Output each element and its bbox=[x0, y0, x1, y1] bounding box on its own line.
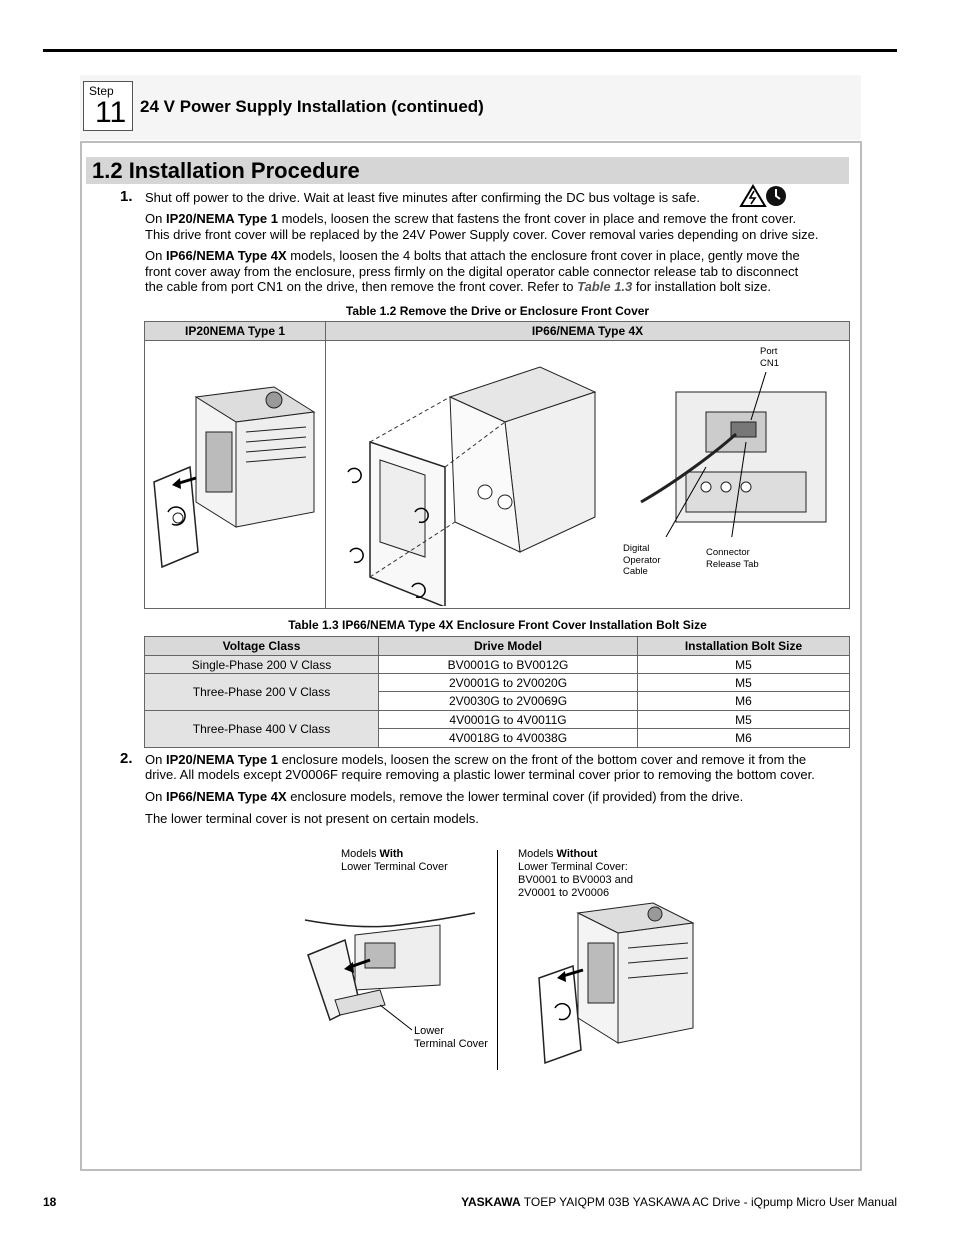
electrical-hazard-icon bbox=[741, 186, 765, 206]
rotate-icon bbox=[350, 548, 363, 562]
table-1-2-header-ip20: IP20NEMA Type 1 bbox=[145, 322, 326, 341]
text-run-bold: IP20/NEMA Type 1 bbox=[165, 211, 278, 226]
text-run-bold: IP66/NEMA Type 4X bbox=[165, 248, 287, 263]
table-1-3 bbox=[144, 636, 850, 748]
text-run-bold: Without bbox=[556, 848, 598, 860]
text-run-bold: IP20/NEMA Type 1 bbox=[165, 752, 278, 767]
table-cell-voltage: Single-Phase 200 V Class bbox=[145, 656, 379, 674]
text-run-bold: IP66/NEMA Type 4X bbox=[165, 789, 287, 804]
with-cover-label bbox=[341, 848, 448, 874]
time-icon bbox=[766, 186, 786, 206]
callout-line: CN1 bbox=[760, 357, 780, 369]
table-cell-voltage: Three-Phase 200 V Class bbox=[145, 674, 379, 711]
text-run: models, loosen the screw that fastens the front cover in place and remove the front cover. bbox=[277, 211, 797, 226]
step-badge bbox=[83, 81, 133, 131]
footer-doc-title bbox=[461, 1195, 897, 1209]
table-cell-bolt: M6 bbox=[638, 729, 850, 748]
table-1-2-header-ip66: IP66/NEMA Type 4X bbox=[326, 322, 850, 341]
item1-ip66-line2: front cover away from the enclosure, press firmly on the digital operator cable connector release tab to disconnect bbox=[145, 264, 799, 279]
item-number-2: 2. bbox=[120, 750, 133, 767]
table-cell-voltage: Three-Phase 400 V Class bbox=[145, 711, 379, 748]
callout-line: Digital bbox=[623, 543, 650, 554]
callout-line: Port bbox=[760, 346, 778, 357]
without-cover-illustration bbox=[533, 878, 703, 1068]
table-1-2-caption-wrap bbox=[145, 304, 850, 318]
callout-line: Operator bbox=[623, 554, 661, 566]
item1-ip20-line2: This drive front cover will be replaced by the 24V Power Supply cover. Cover removal varies depending on drive size. bbox=[145, 227, 819, 242]
table-row bbox=[145, 711, 850, 729]
callout-line: Lower Terminal Cover: bbox=[518, 861, 628, 873]
callout-lower-terminal-cover bbox=[414, 1025, 488, 1051]
text-run: On bbox=[145, 211, 166, 226]
item-number-1: 1. bbox=[120, 188, 133, 205]
callout-line: Cable bbox=[623, 566, 648, 577]
callout-line: Lower Terminal Cover bbox=[341, 861, 448, 873]
callout-line: Terminal Cover bbox=[414, 1038, 488, 1050]
callout-line: BV0001 to BV0003 and bbox=[518, 874, 633, 886]
text-run-bold: With bbox=[379, 848, 404, 860]
text-run: On bbox=[145, 752, 166, 767]
table-1-3-header: Installation Bolt Size bbox=[638, 637, 850, 656]
table-1-3-caption: Table 1.3 IP66/NEMA Type 4X Enclosure Front Cover Installation Bolt Size bbox=[288, 618, 707, 632]
table-cell-model: 4V0001G to 4V0011G bbox=[379, 711, 638, 729]
text-run: enclosure models, loosen the screw on the front of the bottom cover and remove it from the bbox=[277, 752, 807, 767]
callout-line: Connector bbox=[706, 547, 750, 558]
table-cell-bolt: M5 bbox=[638, 674, 850, 692]
step-number: 11 bbox=[95, 96, 127, 129]
item2-p2 bbox=[145, 789, 743, 805]
item1-ip66-line3 bbox=[145, 279, 771, 295]
text-run: for installation bolt size. bbox=[632, 279, 771, 294]
item2-p1-line2: drive. All models except 2V0006F require removing a plastic lower terminal cover prior to removing the bottom cover. bbox=[145, 767, 815, 782]
table-cell-bolt: M5 bbox=[638, 656, 850, 674]
text-run: enclosure models, remove the lower terminal cover (if provided) from the drive. bbox=[286, 789, 744, 804]
callout-line: 2V0001 to 2V0006 bbox=[518, 887, 610, 899]
port-cn1-illustration bbox=[636, 372, 846, 537]
brand-name: YASKAWA bbox=[461, 1195, 521, 1209]
figure-divider bbox=[497, 850, 498, 1070]
item2-p1-line1 bbox=[145, 752, 806, 768]
text-run: On bbox=[145, 789, 166, 804]
callout-connector-release-tab bbox=[706, 547, 759, 570]
text-run: models, loosen the 4 bolts that attach the enclosure front cover in place, gently move the bbox=[286, 248, 800, 263]
step-title: 24 V Power Supply Installation (continued) bbox=[140, 97, 484, 116]
table-row bbox=[145, 656, 850, 674]
callout-port-cn1 bbox=[760, 346, 779, 369]
table-cell-bolt: M6 bbox=[638, 692, 850, 711]
page-number: 18 bbox=[43, 1195, 57, 1209]
step-label: Step bbox=[89, 84, 114, 98]
table-1-2-caption: Table 1.2 Remove the Drive or Enclosure Front Cover bbox=[345, 304, 650, 318]
table-1-3-header: Voltage Class bbox=[145, 637, 379, 656]
table-1-3-caption-wrap bbox=[145, 618, 850, 632]
item2-p3: The lower terminal cover is not present on certain models. bbox=[145, 811, 479, 826]
ip20-drive-illustration bbox=[146, 342, 324, 606]
item1-ip66-line1 bbox=[145, 248, 800, 264]
doc-title: TOEP YAIQPM 03B YASKAWA AC Drive - iQpump Micro User Manual bbox=[520, 1195, 897, 1209]
text-run: Models bbox=[518, 848, 557, 860]
ip66-enclosure-illustration bbox=[330, 342, 630, 606]
rotate-icon bbox=[348, 468, 361, 482]
section-title: 1.2 Installation Procedure bbox=[92, 158, 360, 183]
table-row bbox=[145, 674, 850, 692]
callout-line bbox=[341, 848, 448, 861]
callout-digital-operator-cable bbox=[623, 543, 661, 578]
item1-ip20-line1 bbox=[145, 211, 796, 227]
header-rule bbox=[43, 49, 897, 52]
text-run: On bbox=[145, 248, 166, 263]
table-cell-model: 2V0001G to 2V0020G bbox=[379, 674, 638, 692]
table-cell-model: 4V0018G to 4V0038G bbox=[379, 729, 638, 748]
table-1-3-header: Drive Model bbox=[379, 637, 638, 656]
text-run: Models bbox=[341, 848, 380, 860]
callout-line: Release Tab bbox=[706, 558, 759, 570]
table-cell-bolt: M5 bbox=[638, 711, 850, 729]
warning-icons bbox=[739, 184, 789, 208]
text-run: the cable from port CN1 on the drive, then remove the front cover. Refer to bbox=[145, 279, 578, 294]
callout-line: Lower bbox=[414, 1025, 444, 1037]
item1-line1: Shut off power to the drive. Wait at least five minutes after confirming the DC bus voltage is safe. bbox=[145, 190, 700, 205]
table-reference-link[interactable]: Table 1.3 bbox=[577, 279, 633, 294]
with-cover-illustration bbox=[300, 905, 490, 1035]
callout-line bbox=[518, 848, 633, 861]
table-cell-model: BV0001G to BV0012G bbox=[379, 656, 638, 674]
table-cell-model: 2V0030G to 2V0069G bbox=[379, 692, 638, 711]
